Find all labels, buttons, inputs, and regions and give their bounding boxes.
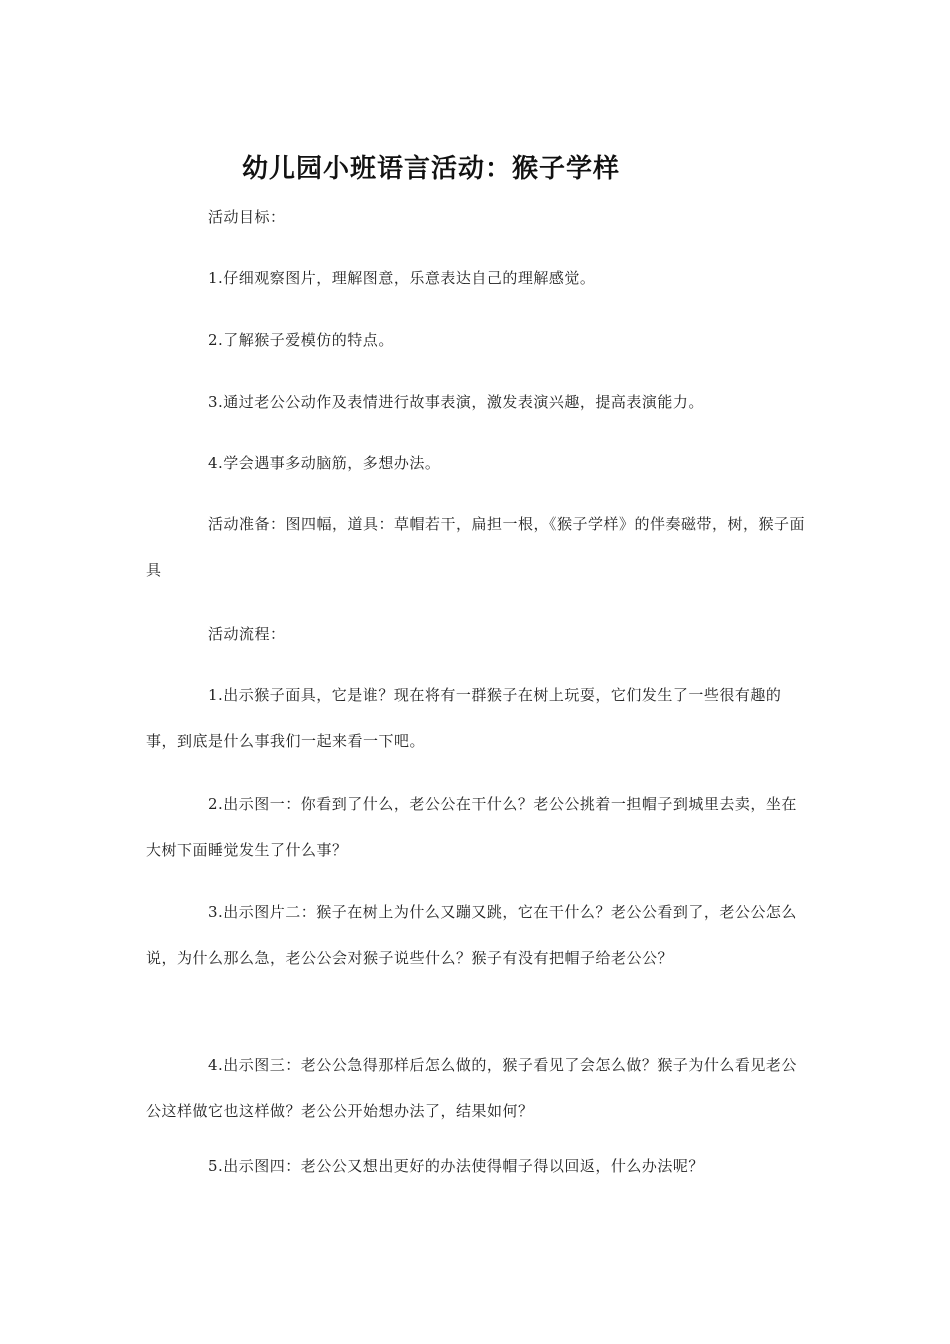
process-step-2: 2.出示图一：你看到了什么，老公公在干什么？老公公挑着一担帽子到城里去卖，坐在大树下面睡觉发生了什么事？ (146, 795, 797, 859)
goal-item-1: 1.仔细观察图片，理解图意，乐意表达自己的理解感觉。 (208, 269, 596, 287)
goal-item-3: 3.通过老公公动作及表情进行故事表演，激发表演兴趣，提高表演能力。 (208, 393, 704, 411)
document-title: 幼儿园小班语言活动：猴子学样 (241, 154, 620, 185)
goal-item-2: 2.了解猴子爱模仿的特点。 (208, 331, 394, 349)
section-heading-goals: 活动目标： (208, 208, 286, 226)
process-step-4: 4.出示图三：老公公急得那样后怎么做的，猴子看见了会怎么做？猴子为什么看见老公公这样做它也这样做？老公公开始想办法了，结果如何？ (146, 1056, 797, 1120)
section-heading-process: 活动流程： (208, 625, 286, 643)
process-step-5: 5.出示图四：老公公又想出更好的办法使得帽子得以回返，什么办法呢？ (208, 1157, 704, 1175)
process-step-3: 3.出示图片二：猴子在树上为什么又蹦又跳，它在干什么？老公公看到了，老公公怎么说，为什么那么急，老公公会对猴子说些什么？猴子有没有把帽子给老公公？ (146, 903, 797, 967)
goal-item-4: 4.学会遇事多动脑筋，多想办法。 (208, 454, 441, 472)
process-step-1: 1.出示猴子面具，它是谁？现在将有一群猴子在树上玩耍，它们发生了一些很有趣的事，到底是什么事我们一起来看一下吧。 (146, 686, 782, 750)
preparation-paragraph: 活动准备：图四幅，道具：草帽若干，扁担一根，《猴子学样》的伴奏磁带，树，猴子面具 (146, 515, 806, 579)
